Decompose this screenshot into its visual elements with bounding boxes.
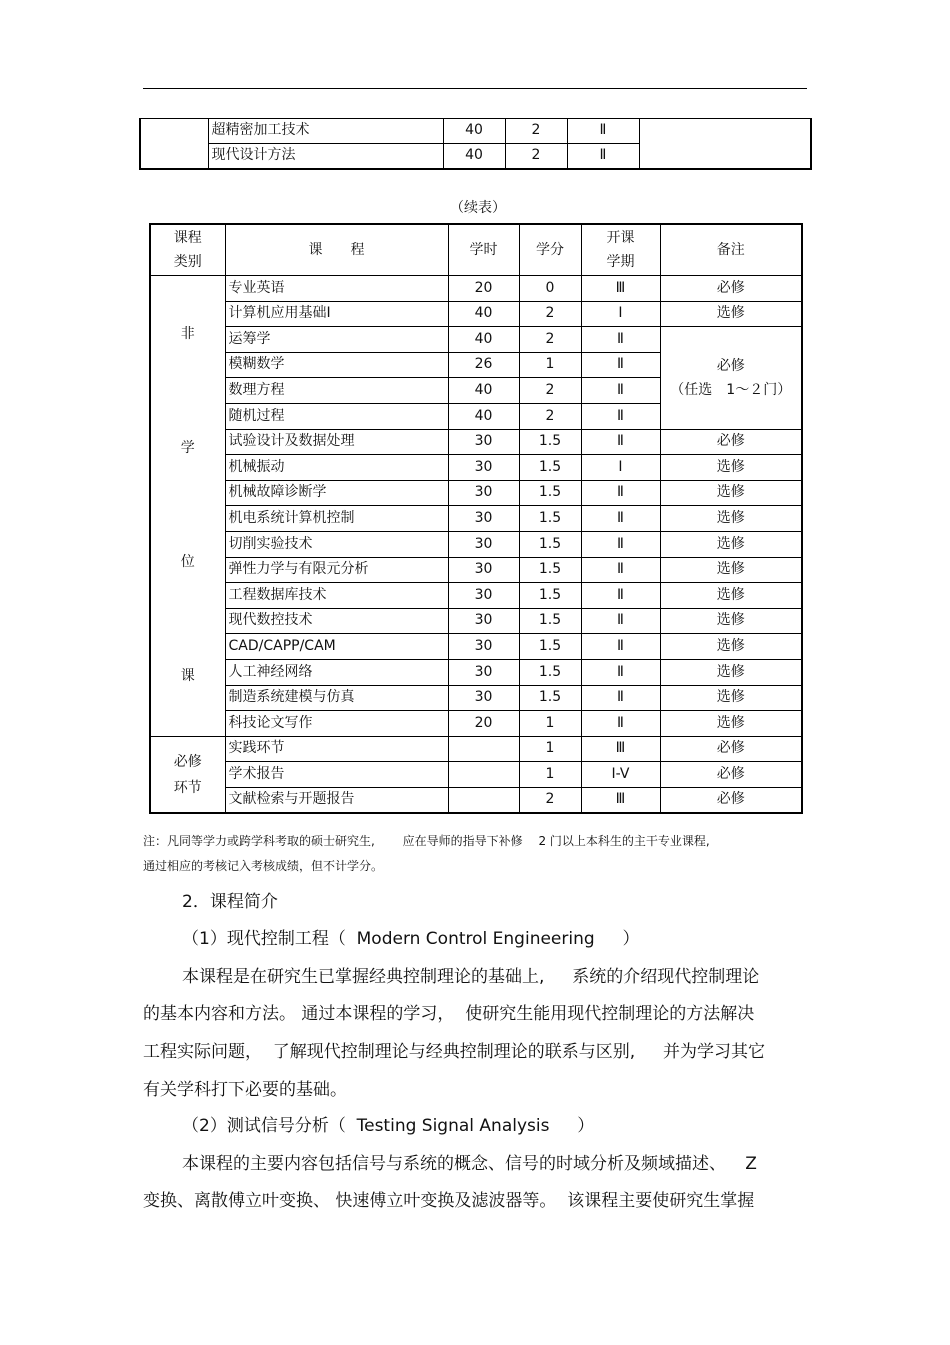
course-credit: 1 (519, 736, 581, 762)
course-hours (448, 787, 519, 813)
paragraph-line: 有关学科打下必要的基础。 (143, 1080, 347, 1100)
course-name: 专业英语 (225, 276, 448, 302)
course-hours: 30 (448, 583, 519, 609)
course-term: Ⅲ (581, 787, 660, 813)
course-term: Ⅱ (581, 634, 660, 660)
paragraph-line: 的基本内容和方法。 通过本课程的学习， 使研究生能用现代控制理论的方法解决 (143, 1004, 755, 1024)
header-rule (143, 88, 807, 89)
course-hours: 40 (448, 327, 519, 353)
category-non-degree (150, 276, 225, 737)
course-credit: 1.5 (519, 634, 581, 660)
course-name: 数理方程 (225, 378, 448, 404)
header-hours: 学时 (448, 224, 519, 276)
course-term: Ⅲ (581, 736, 660, 762)
course-name: 人工神经网络 (225, 659, 448, 685)
course-remark: 选修 (660, 608, 802, 634)
table-row (140, 119, 811, 144)
course-hours: 30 (448, 506, 519, 532)
course-credit: 1.5 (519, 608, 581, 634)
header-remark: 备注 (660, 224, 802, 276)
table-row (150, 634, 802, 660)
course-credit: 1.5 (519, 685, 581, 711)
course-remark: 选修 (660, 557, 802, 583)
course-remark: 选修 (660, 455, 802, 481)
course-credit: 1 (519, 762, 581, 788)
header-category: 课程 类别 (150, 224, 225, 276)
course-name: 现代数控技术 (225, 608, 448, 634)
course-term: Ⅱ (581, 378, 660, 404)
course-hours: 30 (448, 634, 519, 660)
table-header-row (150, 224, 802, 276)
course-credit: 1.5 (519, 506, 581, 532)
course-remark: 选修 (660, 506, 802, 532)
table-row (150, 557, 802, 583)
course-hours: 20 (448, 276, 519, 302)
course-term: Ⅱ (581, 583, 660, 609)
table-row (150, 480, 802, 506)
course-term: Ⅲ (581, 276, 660, 302)
course-hours: 40 (443, 119, 505, 144)
header-term: 开课 学期 (581, 224, 660, 276)
course-name: 制造系统建模与仿真 (225, 685, 448, 711)
header-credit: 学分 (519, 224, 581, 276)
course-credit: 1.5 (519, 659, 581, 685)
course-term: Ⅱ (581, 711, 660, 737)
table-row (150, 787, 802, 813)
course-hours: 30 (448, 608, 519, 634)
course-name: 机电系统计算机控制 (225, 506, 448, 532)
table-row (150, 327, 802, 353)
category-char: 课 (180, 668, 195, 685)
course-hours: 30 (448, 659, 519, 685)
table-row (150, 583, 802, 609)
course-term: Ⅱ (581, 531, 660, 557)
category-cell (140, 119, 208, 170)
table-row (150, 711, 802, 737)
table-row (150, 276, 802, 302)
table-row (150, 659, 802, 685)
course-credit: 2 (519, 327, 581, 353)
course-credit: 1 (519, 352, 581, 378)
course-hours: 30 (448, 480, 519, 506)
course-credit: 2 (519, 787, 581, 813)
course-credit: 1.5 (519, 429, 581, 455)
paragraph-line: 本课程的主要内容包括信号与系统的概念、信号的时域分析及频域描述、 Z (182, 1154, 757, 1174)
course-credit: 1.5 (519, 480, 581, 506)
course-name: 工程数据库技术 (225, 583, 448, 609)
course-term: Ⅱ (567, 119, 639, 144)
course-term: Ⅱ (581, 608, 660, 634)
course-credit: 0 (519, 276, 581, 302)
table-row (150, 506, 802, 532)
header-course: 课 程 (225, 224, 448, 276)
course-term: Ⅰ (581, 301, 660, 327)
course-name: 现代设计方法 (208, 144, 443, 170)
category-required-link (150, 736, 225, 813)
remark-line: （任选 1～２门） (670, 381, 792, 398)
course-hours: 30 (448, 557, 519, 583)
course-remark: 选修 (660, 531, 802, 557)
paragraph-line: 本课程是在研究生已掌握经典控制理论的基础上, 系统的介绍现代控制理论 (182, 967, 760, 987)
course-credit: 2 (519, 403, 581, 429)
remark-merged (660, 327, 802, 429)
course-term: Ⅱ (581, 403, 660, 429)
course-hours (448, 762, 519, 788)
course-remark: 选修 (660, 711, 802, 737)
course-remark: 必修 (660, 762, 802, 788)
course-term: Ⅱ (581, 506, 660, 532)
course-name: 超精密加工技术 (208, 119, 443, 144)
course-hours: 26 (448, 352, 519, 378)
course-hours (448, 736, 519, 762)
section-heading: 2．课程简介 (182, 892, 278, 912)
table-row (150, 608, 802, 634)
course-credit: 1 (519, 711, 581, 737)
course-term: Ⅱ (581, 352, 660, 378)
course-hours: 40 (448, 403, 519, 429)
course-remark: 选修 (660, 583, 802, 609)
course-credit: 2 (505, 119, 567, 144)
course-term: I-V (581, 762, 660, 788)
course-remark: 必修 (660, 736, 802, 762)
course-term: Ⅱ (567, 144, 639, 170)
course-name: 弹性力学与有限元分析 (225, 557, 448, 583)
course-name: 学术报告 (225, 762, 448, 788)
table-row (150, 455, 802, 481)
course-remark: 选修 (660, 659, 802, 685)
course-name: 机械振动 (225, 455, 448, 481)
course-credit: 2 (505, 144, 567, 170)
course-hours: 30 (448, 685, 519, 711)
category-char: 非 (180, 326, 195, 343)
table-row (150, 429, 802, 455)
course-hours: 30 (448, 429, 519, 455)
course-credit: 2 (519, 301, 581, 327)
course-hours: 30 (448, 455, 519, 481)
course-name: 切削实验技术 (225, 531, 448, 557)
category-char: 位 (180, 554, 195, 571)
course-remark: 选修 (660, 301, 802, 327)
course-remark: 选修 (660, 634, 802, 660)
category-char: 学 (180, 440, 195, 457)
table-row (150, 531, 802, 557)
course-name: 随机过程 (225, 403, 448, 429)
course-remark: 必修 (660, 429, 802, 455)
course-hours: 40 (448, 378, 519, 404)
course-name: 运筹学 (225, 327, 448, 353)
course-term: Ⅱ (581, 327, 660, 353)
continued-label: （续表） (450, 200, 506, 216)
item2-title: （2）测试信号分析（ Testing Signal Analysis ） (182, 1116, 595, 1136)
course-name: 科技论文写作 (225, 711, 448, 737)
course-term: Ⅱ (581, 480, 660, 506)
remark-line: 必修 (716, 357, 745, 374)
course-name: CAD/CAPP/CAM (225, 634, 448, 660)
course-credit: 1.5 (519, 583, 581, 609)
course-name: 计算机应用基础Ⅰ (225, 301, 448, 327)
note-line-1: 注：凡同等学力或跨学科考取的硕士研究生, 应在导师的指导下补修 2 门以上本科生的主干专业课程, (143, 834, 710, 848)
course-hours: 30 (448, 531, 519, 557)
table-row (150, 685, 802, 711)
continued-table-top (139, 118, 812, 170)
course-term: Ⅱ (581, 557, 660, 583)
course-term: Ⅱ (581, 685, 660, 711)
course-name: 实践环节 (225, 736, 448, 762)
paragraph-line: 工程实际问题， 了解现代控制理论与经典控制理论的联系与区别, 并为学习其它 (143, 1042, 766, 1062)
category-line: 环节 (173, 779, 202, 796)
course-term: Ⅱ (581, 429, 660, 455)
course-remark: 必修 (660, 787, 802, 813)
course-credit: 1.5 (519, 455, 581, 481)
course-credit: 1.5 (519, 531, 581, 557)
course-hours: 20 (448, 711, 519, 737)
course-table (149, 223, 803, 814)
course-hours: 40 (443, 144, 505, 170)
category-label (151, 278, 225, 734)
course-term: Ⅱ (581, 659, 660, 685)
table-row (150, 762, 802, 788)
course-credit: 2 (519, 378, 581, 404)
table-row (150, 736, 802, 762)
course-remark: 选修 (660, 480, 802, 506)
course-credit: 1.5 (519, 557, 581, 583)
course-remark: 选修 (660, 685, 802, 711)
course-remark: 必修 (660, 276, 802, 302)
note-line-2: 通过相应的考核记入考核成绩，但不计学分。 (143, 859, 384, 873)
item1-title: （1）现代控制工程（ Modern Control Engineering ） (182, 929, 640, 949)
course-name: 文献检索与开题报告 (225, 787, 448, 813)
paragraph-line: 变换、离散傅立叶变换、 快速傅立叶变换及滤波器等。 该课程主要使研究生掌握 (143, 1191, 755, 1211)
course-hours: 40 (448, 301, 519, 327)
course-name: 模糊数学 (225, 352, 448, 378)
table-row (150, 301, 802, 327)
course-term: Ⅰ (581, 455, 660, 481)
category-line: 必修 (173, 753, 202, 770)
remark-cell (639, 119, 811, 170)
course-name: 机械故障诊断学 (225, 480, 448, 506)
course-name: 试验设计及数据处理 (225, 429, 448, 455)
